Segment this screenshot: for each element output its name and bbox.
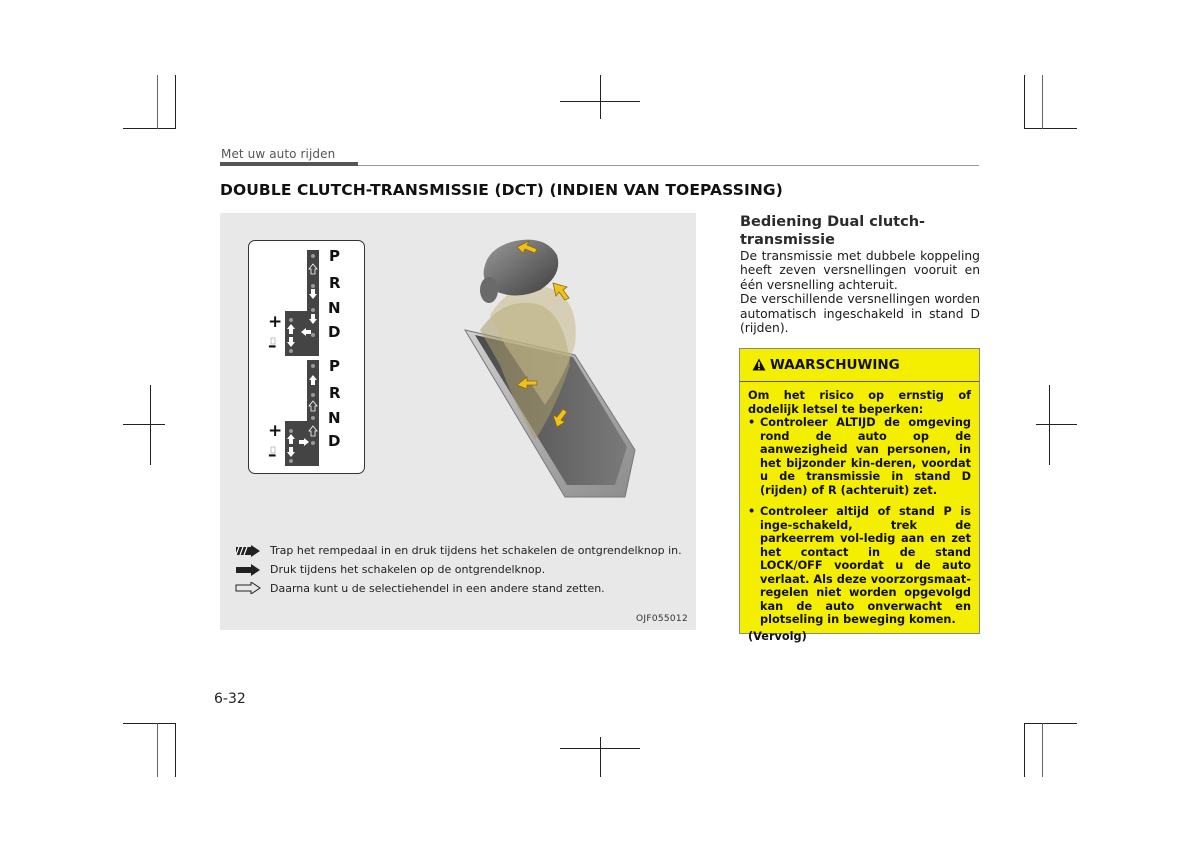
gear-lever-illustration	[445, 235, 665, 505]
plus-sign-upper: +	[268, 312, 283, 332]
gear-r-lower: R	[329, 384, 341, 402]
warning-triangle-icon	[752, 358, 766, 371]
warning-title: WAARSCHUWING	[770, 357, 900, 373]
gear-n-upper: N	[328, 299, 341, 317]
page-number: 6-32	[214, 691, 246, 707]
warning-item: • Controleer ALTIJD de omgeving rond de auto op de aanwezigheid van personen, in het bijzonder kin-deren, voordat u de transmissie in stand D (rijden) of R (achteruit) zet.	[748, 416, 971, 497]
figure-code: OJF055012	[636, 614, 688, 624]
page-title: DOUBLE CLUTCH-TRANSMISSIE (DCT) (INDIEN VAN TOEPASSING)	[220, 181, 783, 199]
hatched-arrow-icon	[235, 545, 261, 557]
warning-header	[740, 349, 979, 382]
gear-p-lower: P	[329, 357, 340, 375]
warning-content	[748, 389, 971, 643]
gear-d-lower: D	[328, 432, 341, 450]
solid-arrow-icon	[235, 564, 261, 576]
legend-text-move-lever: Daarna kunt u de selectiehendel in een andere stand zetten.	[270, 582, 605, 595]
shift-pattern-panel	[248, 240, 365, 474]
gear-n-lower: N	[328, 409, 341, 427]
header-rule	[358, 165, 979, 166]
warning-list	[748, 416, 971, 627]
legend-text-brake: Trap het rempedaal in en druk tijdens het schakelen de ontgrendelknop in.	[270, 544, 682, 557]
body-paragraph: De verschillende versnellingen worden automatisch ingeschakeld in stand D (rijden).	[740, 292, 980, 336]
gear-d-upper: D	[328, 323, 341, 341]
minus-sign-upper: –	[268, 336, 277, 356]
warning-intro: Om het risico op ernstig of dodelijk letsel te beperken:	[748, 389, 971, 416]
section-heading: Bediening Dual clutch-transmissie	[740, 214, 926, 248]
legend-text-release-button: Druk tijdens het schakelen op de ontgrendelknop.	[270, 563, 546, 576]
minus-sign-lower: –	[268, 445, 277, 465]
plus-sign-lower: +	[268, 421, 283, 441]
body-paragraph: De transmissie met dubbele koppeling heeft zeven versnellingen vooruit en één versnelling achteruit.	[740, 249, 980, 292]
section-body	[740, 249, 980, 335]
shift-lever-figure	[220, 213, 696, 630]
section-label: Met uw auto rijden	[221, 147, 336, 161]
gear-r-upper: R	[329, 274, 341, 292]
outline-arrow-icon	[235, 582, 261, 594]
shift-gate-lower-icon	[249, 241, 363, 475]
gear-p-upper: P	[329, 247, 340, 265]
warning-item: • Controleer altijd of stand P is inge-schakeld, trek de parkeerrem vol-ledig aan en zet het contact in de stand LOCK/OFF voordat u de auto verlaat. Als deze voorzorgsmaat-regelen niet worden opgevolgd kan de auto onverwacht en plotseling in beweging komen.	[748, 505, 971, 627]
header-bar	[220, 162, 358, 166]
warning-continued: (Vervolg)	[748, 629, 807, 643]
warning-box	[739, 348, 980, 643]
